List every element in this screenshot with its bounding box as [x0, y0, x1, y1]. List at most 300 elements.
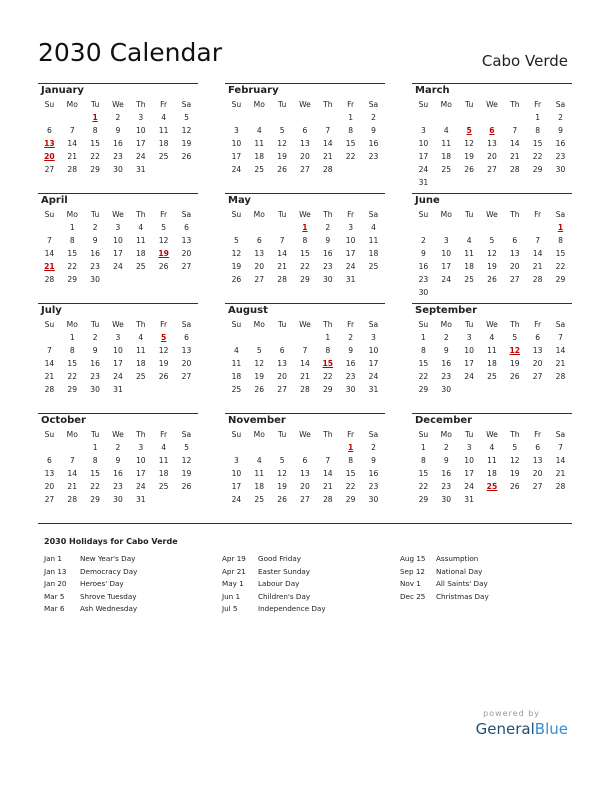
holiday-name: Labour Day	[258, 579, 300, 588]
day-cell: 31	[464, 495, 474, 504]
month-name: September	[415, 305, 477, 316]
day-cell: 19	[158, 359, 169, 368]
weekday-label: Tu	[277, 320, 287, 329]
day-cell: 8	[92, 126, 98, 135]
weekday-label: Sa	[368, 320, 379, 329]
day-cell: 11	[231, 359, 242, 368]
day-cell: 16	[90, 249, 100, 258]
day-cell: 24	[418, 165, 429, 174]
day-cell: 11	[158, 456, 169, 465]
day-cell: 21	[322, 482, 333, 491]
weekday-label: We	[112, 320, 124, 329]
day-cell: 1	[92, 443, 98, 452]
weekday-label: We	[112, 100, 124, 109]
day-cell	[481, 111, 504, 124]
day-cell: 6	[47, 126, 52, 135]
day-cell	[458, 176, 481, 189]
day-cell: 7	[47, 346, 52, 355]
weekday-label: Fr	[347, 100, 355, 109]
day-cell: 7	[558, 333, 563, 342]
week-row	[412, 493, 572, 506]
day-cell: 19	[487, 262, 497, 271]
day-cell	[458, 383, 481, 396]
week-row	[412, 383, 572, 396]
day-cell: 15	[532, 139, 543, 148]
weekday-label: Fr	[160, 100, 168, 109]
holiday-date: 5	[466, 126, 472, 135]
day-cell: 3	[234, 456, 239, 465]
day-cell: 18	[135, 249, 146, 258]
day-cell: 22	[90, 482, 100, 491]
day-cell: 23	[90, 262, 100, 271]
day-cell: 27	[254, 275, 265, 284]
day-cell: 29	[67, 275, 78, 284]
day-cell: 4	[256, 126, 262, 135]
week-row	[225, 260, 385, 273]
day-cell: 19	[254, 372, 265, 381]
day-cell: 15	[300, 249, 310, 258]
holiday-row	[222, 578, 326, 591]
day-cell: 23	[345, 372, 356, 381]
holiday-name: New Year's Day	[80, 554, 136, 563]
day-cell	[526, 493, 549, 506]
day-cell: 14	[44, 249, 55, 258]
week-row	[412, 370, 572, 383]
day-cell: 17	[464, 359, 474, 368]
day-cell: 23	[113, 152, 123, 161]
day-cell: 31	[135, 165, 146, 174]
holiday-name: Ash Wednesday	[80, 604, 138, 613]
day-cell: 8	[421, 456, 426, 465]
weekday-header	[412, 318, 572, 331]
day-cell: 22	[322, 372, 333, 381]
day-cell	[481, 493, 504, 506]
month-march	[412, 83, 572, 194]
day-cell: 8	[348, 456, 354, 465]
day-cell: 4	[371, 223, 376, 232]
day-cell: 26	[464, 165, 474, 174]
day-cell: 1	[421, 443, 426, 452]
day-cell	[435, 176, 458, 189]
day-cell	[175, 163, 198, 176]
holiday-date: 20	[44, 152, 55, 161]
day-cell: 12	[254, 359, 265, 368]
day-cell: 15	[90, 139, 100, 148]
day-cell: 18	[487, 469, 497, 478]
day-cell: 9	[115, 126, 121, 135]
day-cell: 15	[67, 359, 78, 368]
day-cell: 31	[418, 178, 429, 187]
weekday-label: We	[112, 210, 124, 219]
week-row	[412, 357, 572, 370]
day-cell: 23	[113, 482, 123, 491]
day-cell: 6	[302, 456, 308, 465]
day-cell: 16	[418, 262, 429, 271]
week-row	[412, 480, 572, 493]
holiday-row	[44, 553, 137, 566]
weekday-label: Sa	[181, 210, 192, 219]
day-cell: 12	[181, 126, 192, 135]
day-cell: 16	[441, 469, 452, 478]
month-name: August	[228, 305, 268, 316]
day-cell: 18	[135, 359, 146, 368]
day-cell: 24	[368, 372, 379, 381]
day-cell: 22	[67, 262, 78, 271]
day-cell: 29	[90, 165, 100, 174]
month-june	[412, 193, 572, 304]
day-cell: 8	[325, 346, 331, 355]
day-cell: 15	[90, 469, 100, 478]
week-row	[38, 370, 198, 383]
day-cell: 26	[277, 495, 287, 504]
week-row	[38, 137, 198, 150]
month-name: May	[228, 195, 251, 206]
day-cell: 2	[421, 236, 426, 245]
day-cell	[248, 111, 271, 124]
day-cell	[271, 441, 294, 454]
day-cell	[316, 111, 339, 124]
weekday-label: Th	[510, 210, 520, 219]
holiday-row	[44, 591, 137, 604]
day-cell: 15	[418, 359, 429, 368]
holiday-column	[222, 553, 326, 616]
day-cell	[225, 111, 248, 124]
weekday-label: Tu	[90, 210, 100, 219]
week-row	[38, 111, 198, 124]
day-cell: 13	[300, 139, 310, 148]
day-cell: 14	[44, 359, 55, 368]
holidays-title: 2030 Holidays for Cabo Verde	[44, 537, 178, 546]
day-cell: 9	[325, 236, 331, 245]
weekday-label: We	[299, 320, 311, 329]
day-cell: 27	[487, 165, 497, 174]
day-cell: 9	[371, 126, 376, 135]
day-cell: 29	[90, 495, 100, 504]
day-cell: 10	[231, 469, 242, 478]
weekday-label: Sa	[368, 100, 379, 109]
day-cell: 29	[345, 495, 356, 504]
week-row	[38, 150, 198, 163]
day-cell: 14	[509, 139, 520, 148]
day-cell: 12	[509, 456, 520, 465]
week-row	[38, 260, 198, 273]
day-cell: 7	[279, 236, 285, 245]
weekday-label: Tu	[90, 430, 100, 439]
day-cell: 13	[532, 346, 543, 355]
day-cell: 24	[231, 495, 242, 504]
day-cell	[294, 331, 317, 344]
day-cell: 28	[67, 495, 78, 504]
day-cell: 18	[464, 262, 474, 271]
week-row	[412, 150, 572, 163]
day-cell: 19	[464, 152, 474, 161]
week-row	[38, 441, 198, 454]
day-cell: 19	[181, 139, 192, 148]
month-name: November	[228, 415, 286, 426]
day-cell: 13	[181, 236, 192, 245]
day-cell	[526, 383, 549, 396]
holiday-name: Democracy Day	[80, 566, 138, 576]
day-cell	[271, 111, 294, 124]
weekday-label: Sa	[555, 320, 566, 329]
weekday-label: We	[299, 430, 311, 439]
day-cell: 30	[441, 495, 452, 504]
weekday-label: We	[486, 430, 498, 439]
divider	[38, 523, 572, 524]
day-cell: 25	[487, 372, 497, 381]
weekday-header	[225, 98, 385, 111]
day-cell: 2	[92, 223, 98, 232]
day-cell: 7	[69, 456, 75, 465]
weekday-label: Sa	[368, 210, 379, 219]
day-cell: 22	[418, 372, 429, 381]
day-cell	[248, 221, 271, 234]
week-row	[412, 137, 572, 150]
day-cell: 7	[325, 126, 331, 135]
day-cell: 14	[300, 359, 310, 368]
day-cell: 9	[443, 456, 449, 465]
day-cell: 23	[90, 372, 100, 381]
day-cell: 28	[277, 275, 287, 284]
holiday-date-label: Jan 13	[44, 566, 67, 576]
holiday-date-label: Jun 1	[222, 591, 241, 601]
day-cell: 11	[464, 249, 474, 258]
day-cell: 12	[231, 249, 242, 258]
holiday-date-label: Dec 25	[400, 591, 426, 601]
day-cell: 1	[421, 333, 426, 342]
week-row	[412, 111, 572, 124]
month-august	[225, 303, 385, 414]
day-cell	[61, 441, 84, 454]
week-row	[225, 163, 385, 176]
week-row	[225, 273, 385, 286]
holiday-date-label: Mar 5	[44, 591, 65, 601]
day-cell: 5	[279, 456, 285, 465]
day-cell: 4	[489, 333, 495, 342]
weekday-label: Tu	[277, 100, 287, 109]
day-cell: 16	[113, 469, 123, 478]
day-cell: 26	[181, 152, 192, 161]
week-row	[225, 357, 385, 370]
day-cell: 12	[277, 469, 287, 478]
day-cell: 13	[532, 456, 543, 465]
holiday-row	[44, 566, 137, 579]
week-row	[225, 344, 385, 357]
weekday-label: Th	[136, 100, 146, 109]
day-cell: 8	[69, 236, 75, 245]
day-cell: 22	[345, 482, 356, 491]
day-cell	[175, 493, 198, 506]
weekday-label: Th	[510, 100, 520, 109]
day-cell	[248, 331, 271, 344]
week-row	[412, 260, 572, 273]
day-cell: 4	[138, 333, 144, 342]
day-cell: 13	[254, 249, 265, 258]
day-cell: 3	[138, 113, 144, 122]
weekday-label: Sa	[181, 430, 192, 439]
month-name: February	[228, 85, 279, 96]
day-cell	[526, 176, 549, 189]
day-cell: 28	[300, 385, 310, 394]
week-row	[225, 493, 385, 506]
day-cell: 8	[535, 126, 541, 135]
day-cell: 11	[254, 469, 265, 478]
day-cell: 12	[487, 249, 497, 258]
day-cell	[339, 163, 362, 176]
day-cell: 2	[558, 113, 563, 122]
day-cell	[248, 441, 271, 454]
holiday-column	[400, 553, 489, 603]
day-cell: 25	[441, 165, 452, 174]
day-cell: 2	[325, 223, 331, 232]
day-cell	[271, 331, 294, 344]
day-cell: 3	[115, 333, 121, 342]
holiday-date: 21	[44, 262, 55, 271]
weekday-label: Tu	[277, 430, 287, 439]
holiday-row	[222, 566, 326, 579]
holiday-date-label: Sep 12	[400, 566, 425, 576]
holiday-date: 5	[160, 333, 167, 342]
day-cell: 27	[300, 495, 310, 504]
month-november	[225, 413, 385, 524]
day-cell	[481, 286, 504, 299]
day-cell: 6	[512, 236, 518, 245]
day-cell: 7	[69, 126, 75, 135]
day-cell	[435, 111, 458, 124]
day-cell: 4	[234, 346, 239, 355]
day-cell: 9	[115, 456, 121, 465]
day-cell: 11	[135, 236, 146, 245]
holiday-date: 6	[489, 126, 495, 135]
weekday-label: Su	[44, 210, 55, 219]
day-cell: 10	[135, 126, 146, 135]
day-cell: 28	[555, 372, 566, 381]
day-cell: 3	[421, 126, 426, 135]
country-name: Cabo Verde	[481, 52, 568, 70]
day-cell: 15	[418, 469, 429, 478]
week-row	[225, 331, 385, 344]
day-cell: 14	[322, 469, 333, 478]
week-row	[225, 111, 385, 124]
day-cell	[152, 273, 175, 286]
day-cell: 20	[509, 262, 520, 271]
weekday-label: Su	[231, 430, 242, 439]
day-cell: 11	[158, 126, 169, 135]
holiday-row	[222, 553, 326, 566]
weekday-header	[38, 318, 198, 331]
day-cell: 30	[345, 385, 356, 394]
day-cell: 14	[555, 456, 566, 465]
holiday-name: Assumption	[436, 554, 479, 563]
weekday-label: Fr	[160, 320, 168, 329]
weekday-label: Fr	[534, 430, 542, 439]
day-cell: 17	[231, 482, 242, 491]
weekday-label: Su	[418, 210, 429, 219]
day-cell: 6	[256, 236, 262, 245]
day-cell: 28	[555, 482, 566, 491]
day-cell: 26	[487, 275, 497, 284]
week-row	[412, 221, 572, 234]
day-cell: 25	[231, 385, 242, 394]
holiday-date: 13	[44, 139, 55, 148]
day-cell: 22	[555, 262, 566, 271]
day-cell: 29	[555, 275, 566, 284]
day-cell: 31	[345, 275, 356, 284]
day-cell	[316, 441, 339, 454]
day-cell: 30	[418, 288, 429, 297]
day-cell: 25	[254, 165, 265, 174]
day-cell	[152, 163, 175, 176]
week-row	[38, 247, 198, 260]
day-cell: 27	[277, 385, 287, 394]
day-cell: 7	[302, 346, 308, 355]
day-cell: 22	[90, 152, 100, 161]
day-cell: 28	[532, 275, 543, 284]
day-cell: 10	[464, 346, 474, 355]
week-row	[412, 273, 572, 286]
day-cell: 9	[421, 249, 426, 258]
day-cell: 17	[113, 249, 123, 258]
weekday-label: Mo	[253, 320, 265, 329]
page-title: 2030 Calendar	[38, 38, 222, 67]
day-cell: 24	[231, 165, 242, 174]
day-cell	[503, 493, 526, 506]
weekday-header	[412, 98, 572, 111]
week-row	[225, 370, 385, 383]
day-cell: 30	[113, 495, 123, 504]
day-cell: 5	[512, 333, 518, 342]
week-row	[38, 467, 198, 480]
day-cell	[129, 273, 152, 286]
day-cell: 21	[67, 152, 78, 161]
day-cell: 24	[113, 372, 123, 381]
day-cell: 7	[47, 236, 52, 245]
week-row	[38, 454, 198, 467]
week-row	[225, 383, 385, 396]
holiday-date-label: Nov 1	[400, 579, 421, 588]
day-cell: 30	[555, 165, 566, 174]
day-cell: 21	[300, 372, 310, 381]
week-row	[38, 234, 198, 247]
day-cell: 30	[90, 275, 100, 284]
day-cell: 9	[371, 456, 376, 465]
day-cell: 24	[135, 482, 146, 491]
weekday-label: Mo	[440, 320, 452, 329]
brand-name-general: General	[475, 720, 535, 738]
day-cell: 13	[277, 359, 287, 368]
day-cell	[38, 441, 61, 454]
day-cell: 24	[113, 262, 123, 271]
day-cell: 11	[487, 456, 497, 465]
day-cell: 28	[509, 165, 520, 174]
day-cell: 11	[135, 346, 146, 355]
day-cell: 3	[234, 126, 239, 135]
day-cell: 6	[302, 126, 308, 135]
day-cell: 23	[418, 275, 429, 284]
weekday-label: Fr	[534, 320, 542, 329]
month-february	[225, 83, 385, 194]
week-row	[412, 286, 572, 299]
day-cell	[435, 221, 458, 234]
day-cell	[412, 111, 435, 124]
weekday-label: Sa	[181, 320, 192, 329]
month-january	[38, 83, 198, 194]
day-cell: 5	[184, 113, 189, 122]
day-cell: 23	[555, 152, 566, 161]
day-cell: 5	[161, 223, 167, 232]
weekday-label: Mo	[253, 210, 265, 219]
day-cell: 28	[322, 165, 333, 174]
